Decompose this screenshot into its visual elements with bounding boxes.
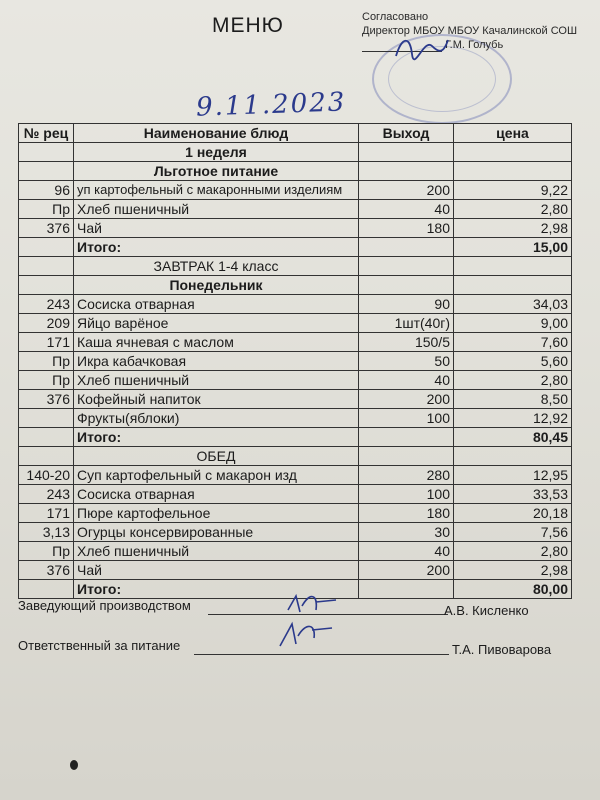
dish-yield: 200 [359, 181, 454, 200]
week-row [19, 143, 572, 162]
dish-name: Яйцо варёное [74, 314, 359, 333]
total-label: Итого: [74, 580, 359, 599]
table-row [19, 314, 572, 333]
dish-yield: 90 [359, 295, 454, 314]
recipe-code: 243 [19, 295, 74, 314]
meal-row [19, 257, 572, 276]
table-row [19, 485, 572, 504]
recipe-code: Пр [19, 352, 74, 371]
recipe-code: Пр [19, 371, 74, 390]
header-dish-name: Наименование блюд [74, 124, 359, 143]
dish-name: уп картофельный с макаронными изделиям [74, 181, 359, 200]
manager-name: А.В. Кисленко [444, 603, 529, 618]
document-title: МЕНЮ [212, 14, 284, 37]
dish-price: 2,98 [454, 219, 572, 238]
table-row [19, 466, 572, 485]
table-row [19, 409, 572, 428]
dish-yield: 180 [359, 504, 454, 523]
menu-date: 9.11.2023 [195, 87, 347, 123]
dish-yield: 40 [359, 542, 454, 561]
recipe-code: 171 [19, 504, 74, 523]
dish-name: Сосиска отварная [74, 485, 359, 504]
dish-price: 2,80 [454, 200, 572, 219]
approval-line-2: Директор МБОУ МБОУ Качалинской СОШ [362, 25, 578, 37]
responsible-signature [276, 616, 336, 656]
dish-yield: 100 [359, 485, 454, 504]
dish-price: 9,00 [454, 314, 572, 333]
recipe-code: Пр [19, 542, 74, 561]
dish-price: 7,56 [454, 523, 572, 542]
table-row [19, 542, 572, 561]
dish-price: 5,60 [454, 352, 572, 371]
dish-price: 7,60 [454, 333, 572, 352]
table-row [19, 295, 572, 314]
table-header-row [19, 124, 572, 143]
manager-signature [282, 590, 342, 618]
dish-yield: 180 [359, 219, 454, 238]
recipe-code: 376 [19, 561, 74, 580]
week-label: 1 неделя [74, 143, 359, 162]
dish-name: Икра кабачковая [74, 352, 359, 371]
recipe-code: 243 [19, 485, 74, 504]
total-row [19, 428, 572, 447]
table-row [19, 504, 572, 523]
recipe-code: 209 [19, 314, 74, 333]
recipe-code: 96 [19, 181, 74, 200]
meal-row [19, 447, 572, 466]
dish-price: 9,22 [454, 181, 572, 200]
dish-name: Хлеб пшеничный [74, 200, 359, 219]
table-row [19, 561, 572, 580]
table-row [19, 390, 572, 409]
total-label: Итого: [74, 238, 359, 257]
dish-price: 2,80 [454, 371, 572, 390]
dish-yield: 150/5 [359, 333, 454, 352]
dish-price: 34,03 [454, 295, 572, 314]
dish-yield: 200 [359, 561, 454, 580]
recipe-code: 376 [19, 219, 74, 238]
recipe-code [19, 409, 74, 428]
dish-yield: 200 [359, 390, 454, 409]
approval-line-1: Согласовано [362, 11, 429, 23]
table-row [19, 200, 572, 219]
director-name: Г.М. Голубь [445, 39, 504, 51]
responsible-label: Ответственный за питание [18, 638, 181, 653]
ink-spot [70, 760, 78, 770]
dish-yield: 50 [359, 352, 454, 371]
dish-yield: 280 [359, 466, 454, 485]
dish-price: 12,95 [454, 466, 572, 485]
table-row [19, 371, 572, 390]
table-row [19, 352, 572, 371]
dish-yield: 100 [359, 409, 454, 428]
dish-name: Пюре картофельное [74, 504, 359, 523]
table-row [19, 523, 572, 542]
dish-price: 20,18 [454, 504, 572, 523]
dish-price: 2,80 [454, 542, 572, 561]
dish-name: Каша ячневая с маслом [74, 333, 359, 352]
dish-yield: 30 [359, 523, 454, 542]
total-value: 80,00 [454, 580, 572, 599]
recipe-code: 171 [19, 333, 74, 352]
dish-price: 2,98 [454, 561, 572, 580]
recipe-code: Пр [19, 200, 74, 219]
dish-name: Фрукты(яблоки) [74, 409, 359, 428]
dish-price: 12,92 [454, 409, 572, 428]
dish-price: 33,53 [454, 485, 572, 504]
dish-name: Чай [74, 219, 359, 238]
total-label: Итого: [74, 428, 359, 447]
dish-name: Кофейный напиток [74, 390, 359, 409]
director-signature [392, 32, 452, 62]
dish-name: Суп картофельный с макарон изд [74, 466, 359, 485]
day-label: Понедельник [74, 276, 359, 295]
table-row [19, 333, 572, 352]
section-preferential: Льготное питание [74, 162, 359, 181]
manager-label: Заведующий производством [18, 598, 191, 613]
section-row [19, 162, 572, 181]
total-value: 15,00 [454, 238, 572, 257]
recipe-code: 140-20 [19, 466, 74, 485]
recipe-code: 376 [19, 390, 74, 409]
breakfast-label: ЗАВТРАК 1-4 класс [74, 257, 359, 276]
table-row [19, 219, 572, 238]
header-price: цена [454, 124, 572, 143]
dish-price: 8,50 [454, 390, 572, 409]
total-row [19, 238, 572, 257]
day-row [19, 276, 572, 295]
table-row [19, 181, 572, 200]
dish-name: Огурцы консервированные [74, 523, 359, 542]
dish-name: Сосиска отварная [74, 295, 359, 314]
dish-yield: 40 [359, 371, 454, 390]
recipe-code: 3,13 [19, 523, 74, 542]
header-recipe-no: № рец [19, 124, 74, 143]
dish-yield: 1шт(40г) [359, 314, 454, 333]
dish-name: Чай [74, 561, 359, 580]
dish-name: Хлеб пшеничный [74, 371, 359, 390]
header-yield: Выход [359, 124, 454, 143]
menu-table [18, 123, 572, 599]
dish-yield: 40 [359, 200, 454, 219]
lunch-label: ОБЕД [74, 447, 359, 466]
dish-name: Хлеб пшеничный [74, 542, 359, 561]
total-value: 80,45 [454, 428, 572, 447]
responsible-name: Т.А. Пивоварова [452, 642, 552, 657]
